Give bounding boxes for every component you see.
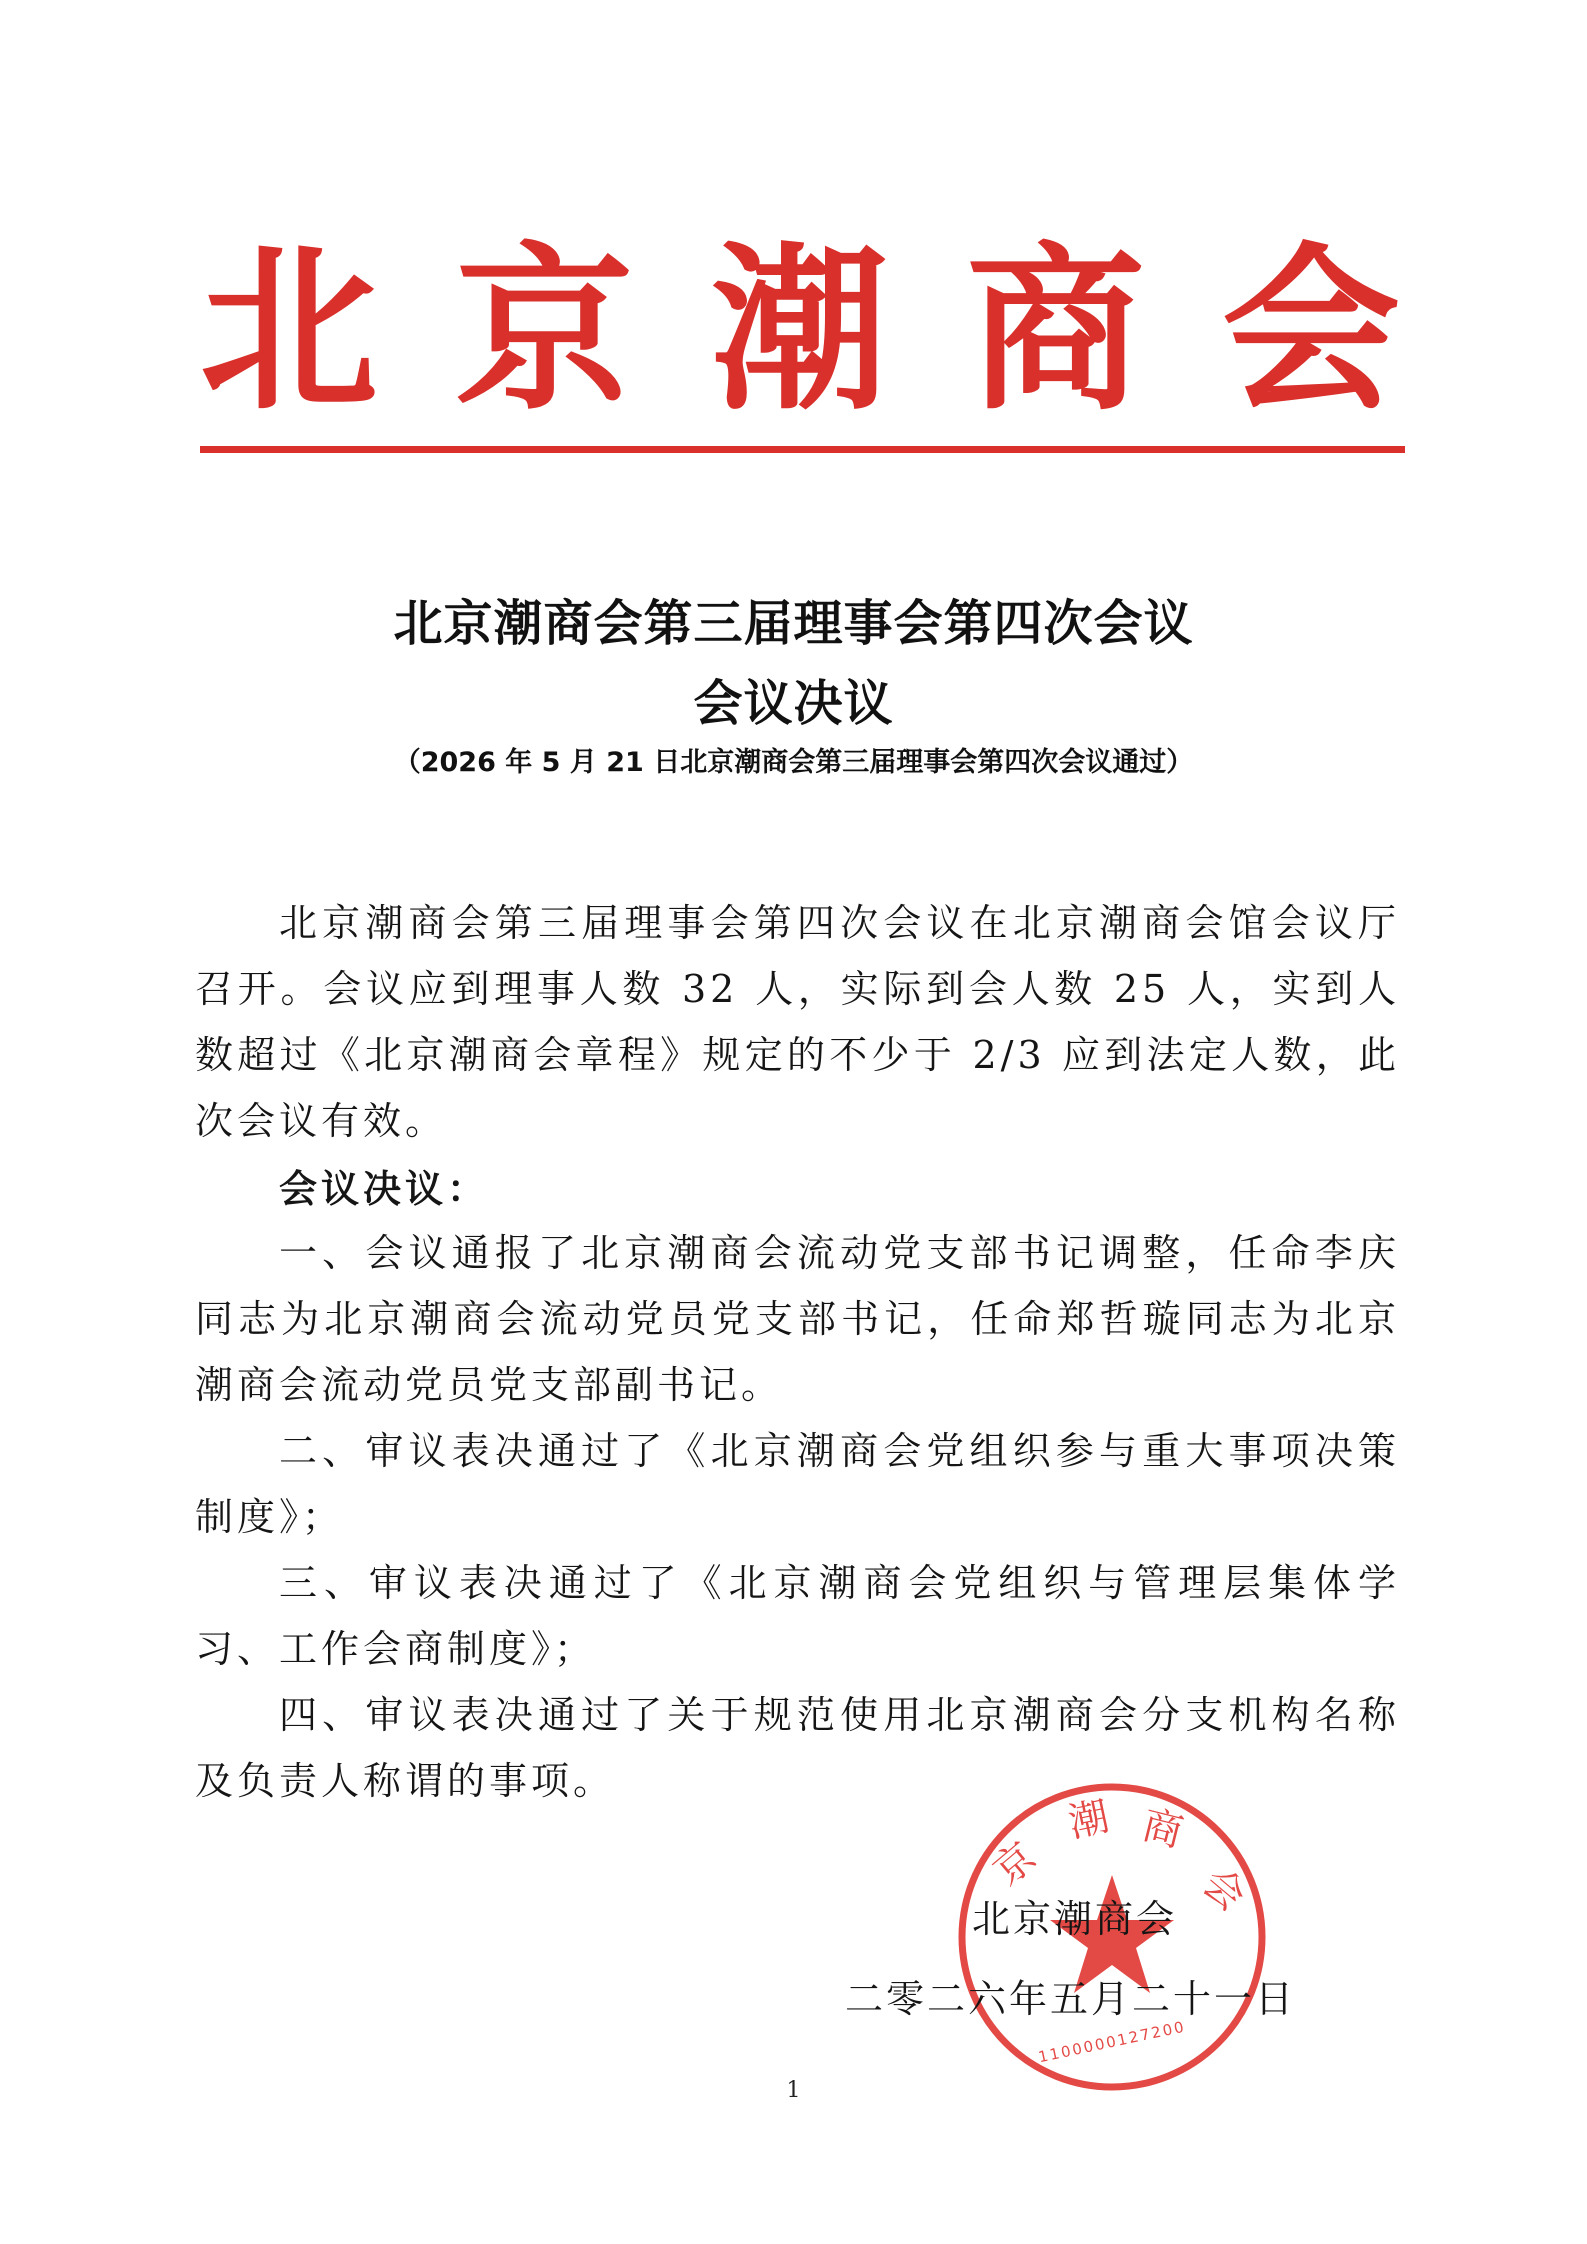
seal-ring-char: 京	[984, 1833, 1046, 1895]
seal-ring-char: 会	[1193, 1859, 1254, 1921]
document-title: 北京潮商会第三届理事会第四次会议	[393, 595, 1194, 652]
masthead-char: 京	[455, 225, 634, 434]
resolution-item: 二、审议表决通过了《北京潮商会党组织参与重大事项决策制度》；	[195, 1429, 1400, 1539]
signature-organization: 北京潮商会	[972, 1897, 1178, 1941]
intro-paragraph	[195, 890, 1400, 1154]
signature-date: 二零二六年五月二十一日	[845, 1977, 1297, 2021]
document-title-line2: 会议决议	[693, 675, 894, 732]
resolution-list	[195, 1220, 1400, 1814]
resolution-heading: 会议决议：	[279, 1167, 490, 1211]
masthead-char: 潮	[711, 225, 889, 434]
masthead-char: 商	[966, 225, 1145, 434]
resolution-item: 一、会议通报了北京潮商会流动党支部书记调整，任命李庆同志为北京潮商会流动党员党支部书记，任命郑哲璇同志为北京潮商会流动党员党支部副书记。	[195, 1231, 1400, 1407]
resolution-item: 四、审议表决通过了关于规范使用北京潮商会分支机构名称及负责人称谓的事项。	[195, 1693, 1400, 1803]
masthead-char: 会	[1222, 225, 1400, 434]
masthead-char: 北	[200, 225, 378, 434]
seal-ring-char: 商	[1137, 1802, 1188, 1857]
page-number: 1	[786, 2078, 801, 2103]
seal-ring-char: 潮	[1064, 1793, 1114, 1847]
document-subtitle: （2026 年 5 月 21 日北京潮商会第三届理事会第四次会议通过）	[393, 747, 1194, 778]
intro-text: 北京潮商会第三届理事会第四次会议在北京潮商会馆会议厅召开。会议应到理事人数 32 人，实际到会人数 25 人，实到人数超过《北京潮商会章程》规定的不少于 2/3 应到法定人数，此次会议有效。	[195, 901, 1400, 1143]
masthead-title	[200, 215, 1400, 445]
resolution-item: 三、审议表决通过了《北京潮商会党组织与管理层集体学习、工作会商制度》；	[195, 1561, 1400, 1671]
masthead-divider	[200, 446, 1405, 453]
seal-code: 1100000127200	[1036, 2017, 1188, 2067]
